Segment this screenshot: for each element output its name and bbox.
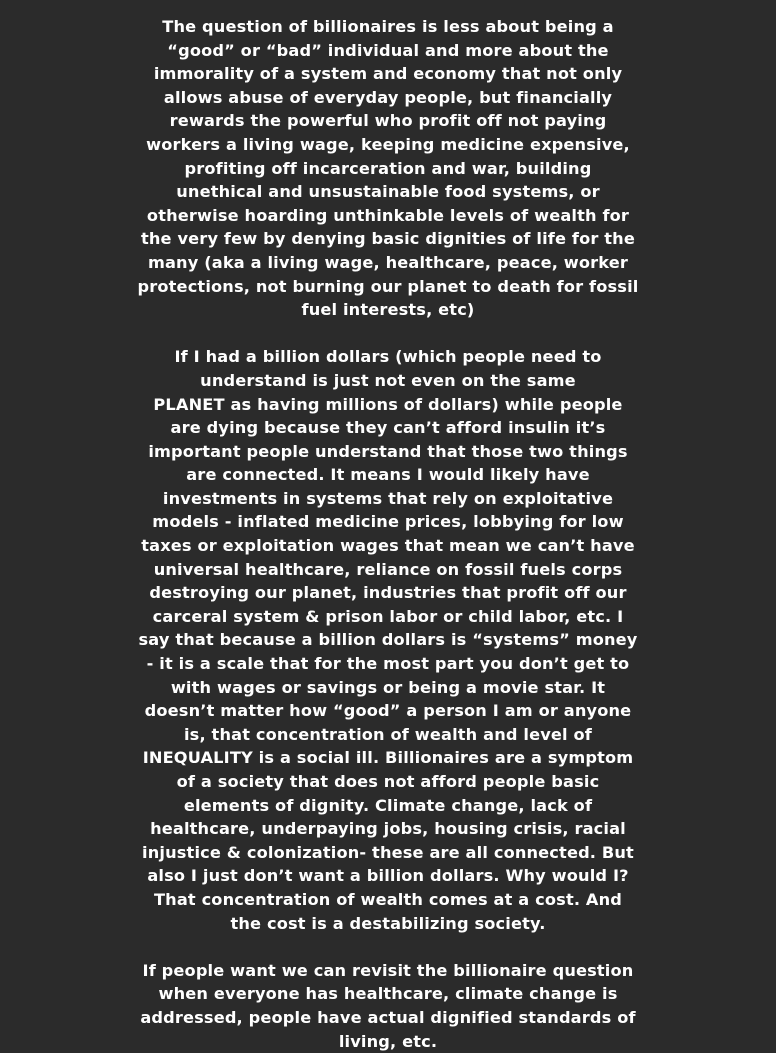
text-line: carceral system & prison labor or child labor, etc. I <box>152 606 624 626</box>
text-line: universal healthcare, reliance on fossil fuels corps <box>153 559 623 579</box>
text-line: If people want we can revisit the billionaire question <box>142 960 634 980</box>
text-line: otherwise hoarding unthinkable levels of wealth for <box>146 205 630 225</box>
text-line: allows abuse of everyday people, but financially <box>163 87 613 107</box>
text-line: when everyone has healthcare, climate change is <box>158 984 618 1004</box>
text-line: taxes or exploitation wages that mean we can’t have <box>141 536 635 556</box>
text-line: investments in systems that rely on exploitative <box>162 488 614 508</box>
text-line: profiting off incarceration and war, building <box>184 158 592 178</box>
text-line: “good” or “bad” individual and more about the <box>167 40 609 60</box>
text-line: destroying our planet, industries that profit off our <box>149 583 627 603</box>
text-line: injustice & colonization- these are all connected. But <box>142 842 634 862</box>
text-line: addressed, people have actual dignified standards of <box>140 1007 636 1027</box>
text-line: say that because a billion dollars is “systems” money <box>138 630 638 650</box>
text-line: models - inflated medicine prices, lobbying for low <box>152 512 624 532</box>
text-line: protections, not burning our planet to death for fossil <box>137 276 639 296</box>
text-line: the cost is a destabilizing society. <box>230 913 546 933</box>
story-text-block <box>0 15 776 1053</box>
text-line: healthcare, underpaying jobs, housing crisis, racial <box>150 819 626 839</box>
text-line: unethical and unsustainable food systems, or <box>176 182 600 202</box>
text-line: of a society that does not afford people basic <box>176 772 600 791</box>
text-line: That concentration of wealth comes at a cost. And <box>153 889 623 909</box>
text-line: rewards the powerful who profit off not paying <box>169 111 607 131</box>
text-line: living, etc. <box>338 1031 438 1051</box>
text-line: immorality of a system and economy that not only <box>153 64 623 84</box>
text-line: fuel interests, etc) <box>301 300 475 320</box>
text-line: workers a living wage, keeping medicine expensive, <box>146 134 630 154</box>
text-line: important people understand that those two things <box>148 441 628 461</box>
text-line: If I had a billion dollars (which people need to <box>174 347 602 367</box>
text-line: - it is a scale that for the most part you don’t get to <box>146 654 630 674</box>
text-line: INEQUALITY is a social ill. Billionaires are a symptom <box>142 748 634 768</box>
text-line: many (aka a living wage, healthcare, peace, worker <box>147 252 629 272</box>
text-line: the very few by denying basic dignities of life for the <box>141 229 635 249</box>
paragraph-revisit-question <box>140 959 635 1053</box>
text-line: also I just don’t want a billion dollars. Why would I? <box>147 866 629 886</box>
text-line: doesn’t matter how “good” a person I am or anyone <box>144 701 632 721</box>
text-line: are dying because they can’t afford insulin it’s <box>170 418 606 438</box>
text-line: PLANET as having millions of dollars) while people <box>153 394 623 414</box>
text-line: are connected. It means I would likely have <box>186 465 590 485</box>
text-line: The question of billionaires is less about being a <box>162 17 614 36</box>
text-line: elements of dignity. Climate change, lack of <box>183 795 593 815</box>
text-line: with wages or savings or being a movie star. It <box>170 677 606 697</box>
text-line: is, that concentration of wealth and level of <box>183 724 592 744</box>
paragraph-billion-dollars <box>138 345 637 935</box>
paragraph-billionaire-system <box>138 15 639 322</box>
text-line: understand is just not even on the same <box>200 370 576 390</box>
